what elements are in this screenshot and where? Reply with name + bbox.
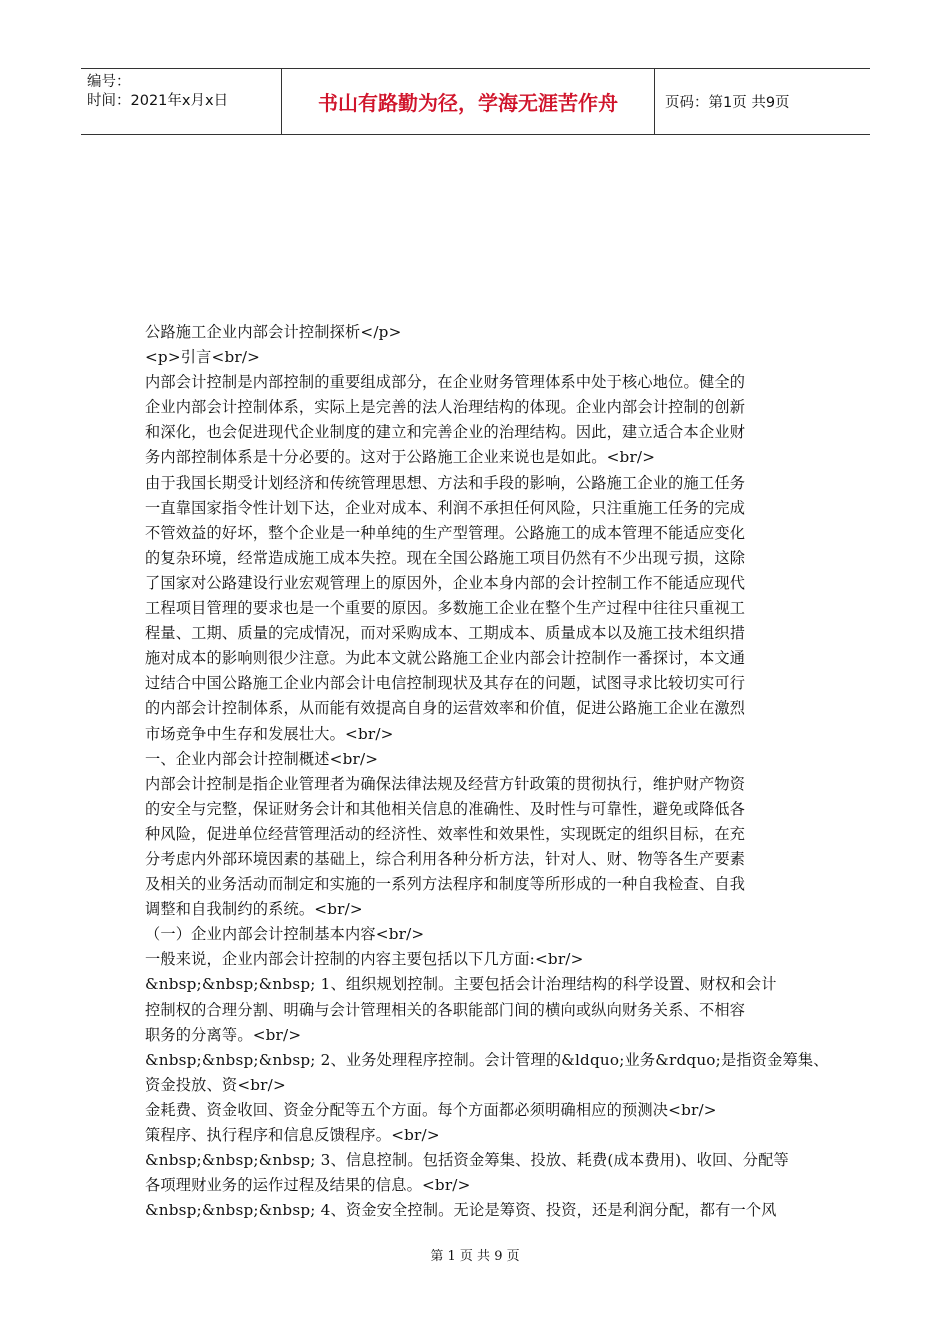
body-line: 企业内部会计控制体系，实际上是完善的法人治理结构的体现。企业内部会计控制的创新 — [145, 398, 746, 417]
document-body — [145, 320, 829, 1223]
body-line: 了国家对公路建设行业宏观管理上的原因外，企业本身内部的会计控制工作不能适应现代 — [145, 573, 746, 592]
body-line: 一直靠国家指令性计划下达，企业对成本、利润不承担任何风险，只注重施工任务的完成 — [145, 498, 746, 517]
body-line: 职务的分离等。<br/> — [145, 1025, 302, 1044]
body-line: 策程序、执行程序和信息反馈程序。<br/> — [145, 1126, 440, 1144]
body-line: &nbsp;&nbsp;&nbsp; 4、资金安全控制。无论是筹资、投资，还是利润分配，都有一个风 — [145, 1201, 777, 1220]
body-line: 的内部会计控制体系，从而能有效提高自身的运营效率和价值，促进公路施工企业在激烈 — [145, 699, 746, 718]
body-line: &nbsp;&nbsp;&nbsp; 3、信息控制。包括资金筹集、投放、耗费(成本费用)、收回、分配等 — [145, 1151, 789, 1170]
body-line: 控制权的合理分割、明确与会计管理相关的各职能部门间的横向或纵向财务关系、不相容 — [145, 1000, 746, 1019]
body-line: 过结合中国公路施工企业内部会计电信控制现状及其存在的问题，试图寻求比较切实可行 — [145, 674, 746, 693]
body-line: 不管效益的好坏，整个企业是一种单纯的生产型管理。公路施工的成本管理不能适应变化 — [145, 523, 746, 542]
body-line: 一、企业内部会计控制概述<br/> — [145, 749, 379, 768]
body-line: &nbsp;&nbsp;&nbsp; 2、业务处理程序控制。会计管理的&ldquo;业务&rdquo;是指资金筹集、 — [145, 1050, 829, 1069]
header-motto: 书山有路勤为径，学海无涯苦作舟 — [282, 69, 655, 134]
body-line: 及相关的业务活动而制定和实施的一系列方法程序和制度等所形成的一种自我检查、自我 — [145, 875, 746, 894]
header-page-number: 页码：第1页 共9页 — [665, 95, 790, 111]
body-line: 务内部控制体系是十分必要的。这对于公路施工企业来说也是如此。<br/> — [145, 448, 656, 467]
body-line: 市场竞争中生存和发展壮大。<br/> — [145, 724, 394, 743]
document-number-label: 编号： — [87, 74, 131, 90]
body-line: 内部会计控制是指企业管理者为确保法律法规及经营方针政策的贯彻执行，维护财产物资 — [145, 774, 746, 793]
body-line: 由于我国长期受计划经济和传统管理思想、方法和手段的影响，公路施工企业的施工任务 — [145, 473, 746, 492]
body-line: &nbsp;&nbsp;&nbsp; 1、组织规划控制。主要包括会计治理结构的科学设置、财权和会计 — [145, 975, 777, 994]
body-line: 和深化，也会促进现代企业制度的建立和完善企业的治理结构。因此，建立适合本企业财 — [145, 423, 746, 442]
body-line: 各项理财业务的运作过程及结果的信息。<br/> — [145, 1176, 471, 1195]
body-line: 种风险，促进单位经营管理活动的经济性、效率性和效果性，实现既定的组织目标，在充 — [145, 824, 746, 843]
body-line: 资金投放、资<br/> — [145, 1075, 286, 1094]
body-line: 的复杂环境，经常造成施工成本失控。现在全国公路施工项目仍然有不少出现亏损，这除 — [145, 548, 746, 567]
body-line: 施对成本的影响则很少注意。为此本文就公路施工企业内部会计控制作一番探讨，本文通 — [145, 649, 746, 668]
body-line: 金耗费、资金收回、资金分配等五个方面。每个方面都必须明确相应的预测决<br/> — [145, 1100, 717, 1119]
page-footer: 第 1 页 共 9 页 — [430, 1249, 520, 1264]
body-line: 程量、工期、质量的完成情况，而对采购成本、工期成本、质量成本以及施工技术组织措 — [145, 624, 746, 643]
body-line: 分考虑内外部环境因素的基础上，综合利用各种分析方法，针对人、财、物等各生产要素 — [145, 849, 746, 868]
body-line: 调整和自我制约的系统。<br/> — [145, 900, 363, 919]
body-line: （一）企业内部会计控制基本内容<br/> — [145, 925, 425, 944]
document-time-label: 时间：2021年x月x日 — [87, 93, 229, 109]
body-line: 内部会计控制是内部控制的重要组成部分，在企业财务管理体系中处于核心地位。健全的 — [145, 373, 746, 392]
body-line: 工程项目管理的要求也是一个重要的原因。多数施工企业在整个生产过程中往往只重视工 — [145, 599, 746, 618]
body-line: 公路施工企业内部会计控制探析</p> — [145, 323, 402, 341]
body-line: 一般来说，企业内部会计控制的内容主要包括以下几方面:<br/> — [145, 950, 584, 969]
page-header — [81, 68, 870, 135]
body-line: <p>引言<br/> — [145, 348, 261, 367]
header-meta — [81, 69, 282, 134]
body-line: 的安全与完整，保证财务会计和其他相关信息的准确性、及时性与可靠性，避免或降低各 — [145, 799, 746, 818]
